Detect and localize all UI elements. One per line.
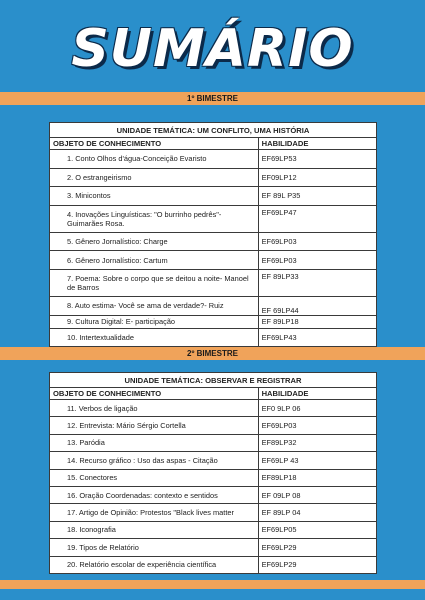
skill-cell: EF 09LP 08 [258,486,376,503]
table-row [50,486,377,503]
unit-title-1: UNIDADE TEMÁTICA: UM CONFLITO, UMA HISTÓRIA [50,123,377,138]
skill-cell: EF69LP05 [258,521,376,538]
object-cell: 8. Auto estima- Você se ama de verdade?- Ruiz [67,301,224,311]
object-cell: 7. Poema: Sobre o corpo que se deitou a noite- Manoel de Barros [67,273,249,292]
table-row [50,296,377,315]
object-cell: 2. O estrangeirismo [67,172,132,182]
table-row [50,251,377,270]
skill-cell: EF69LP03 [258,417,376,434]
table-row [50,469,377,486]
table-row [50,328,377,347]
object-cell: 17. Artigo de Opinião: Protestos "Black lives matter [67,508,234,518]
object-cell: 20. Relatório escolar de experiência científica [67,560,217,570]
skill-cell: EF 89LP33 [258,269,376,296]
table-row [50,315,377,328]
skill-cell: EF09LP12 [258,168,376,187]
section-2-table [49,372,377,574]
bimester-2-band: 2º BIMESTRE [0,347,425,360]
table-row [50,400,377,417]
column-header-object: OBJETO DE CONHECIMENTO [50,388,259,400]
skill-cell: EF69LP43 [258,328,376,347]
table-row [50,521,377,538]
skill-cell: EF 89LP18 [258,315,376,328]
table-row [50,232,377,251]
skill-cell: EF69LP03 [258,232,376,251]
page-title: SUMÁRIO [71,19,354,79]
section-1-table [49,122,377,347]
object-cell: 13. Paródia [67,438,105,448]
skill-cell: EF69LP53 [258,150,376,169]
object-cell: 14. Recurso gráfico : Uso das aspas - Citação [67,455,218,465]
skill-cell: EF0 9LP 06 [258,400,376,417]
skill-cell: EF 89L P35 [258,187,376,206]
unit-title-2: UNIDADE TEMÁTICA: OBSERVAR E REGISTRAR [50,373,377,388]
object-cell: 16. Oração Coordenadas: contexto e sentidos [67,490,218,500]
skill-cell: EF69LP03 [258,251,376,270]
object-cell: 3. Minicontos [67,191,111,201]
skill-cell: EF89LP18 [258,469,376,486]
object-cell: 11. Verbos de ligação [67,403,138,413]
skill-cell: EF89LP32 [258,434,376,451]
bimester-1-band: 1º BIMESTRE [0,92,425,105]
skill-cell: EF69LP29 [258,539,376,556]
table-row [50,417,377,434]
skill-cell: EF69LP29 [258,556,376,573]
skill-cell: EF69LP47 [258,205,376,232]
object-cell: 19. Tipos de Relatório [67,542,139,552]
skill-cell: EF 89LP 04 [258,504,376,521]
skill-cell: EF69LP 43 [258,452,376,469]
table-row [50,434,377,451]
table-row [50,168,377,187]
column-header-object: OBJETO DE CONHECIMENTO [50,138,259,150]
bottom-band [0,580,425,589]
table-row [50,539,377,556]
table-row [50,556,377,573]
object-cell: 12. Entrevista: Mário Sérgio Cortella [67,421,186,431]
column-header-skill: HABILIDADE [258,138,376,150]
column-header-skill: HABILIDADE [258,388,376,400]
object-cell: 10. Intertextualidade [67,332,134,342]
object-cell: 9. Cultura Digital: E- participação [67,317,176,327]
object-cell: 5. Gênero Jornalístico: Charge [67,237,168,247]
table-row [50,452,377,469]
object-cell: 4. Inovações Linguísticas: "O burrinho pedrês"- Guimarães Rosa. [67,209,222,228]
object-cell: 15. Conectores [67,473,118,483]
table-row [50,269,377,296]
table-row [50,187,377,206]
skill-cell: EF 69LP44 [258,296,376,315]
object-cell: 1. Conto Olhos d'água-Conceição Evaristo [67,154,207,164]
table-row [50,504,377,521]
object-cell: 6. Gênero Jornalístico: Cartum [67,255,168,265]
table-row [50,150,377,169]
object-cell: 18. Iconografia [67,525,116,535]
table-row [50,205,377,232]
